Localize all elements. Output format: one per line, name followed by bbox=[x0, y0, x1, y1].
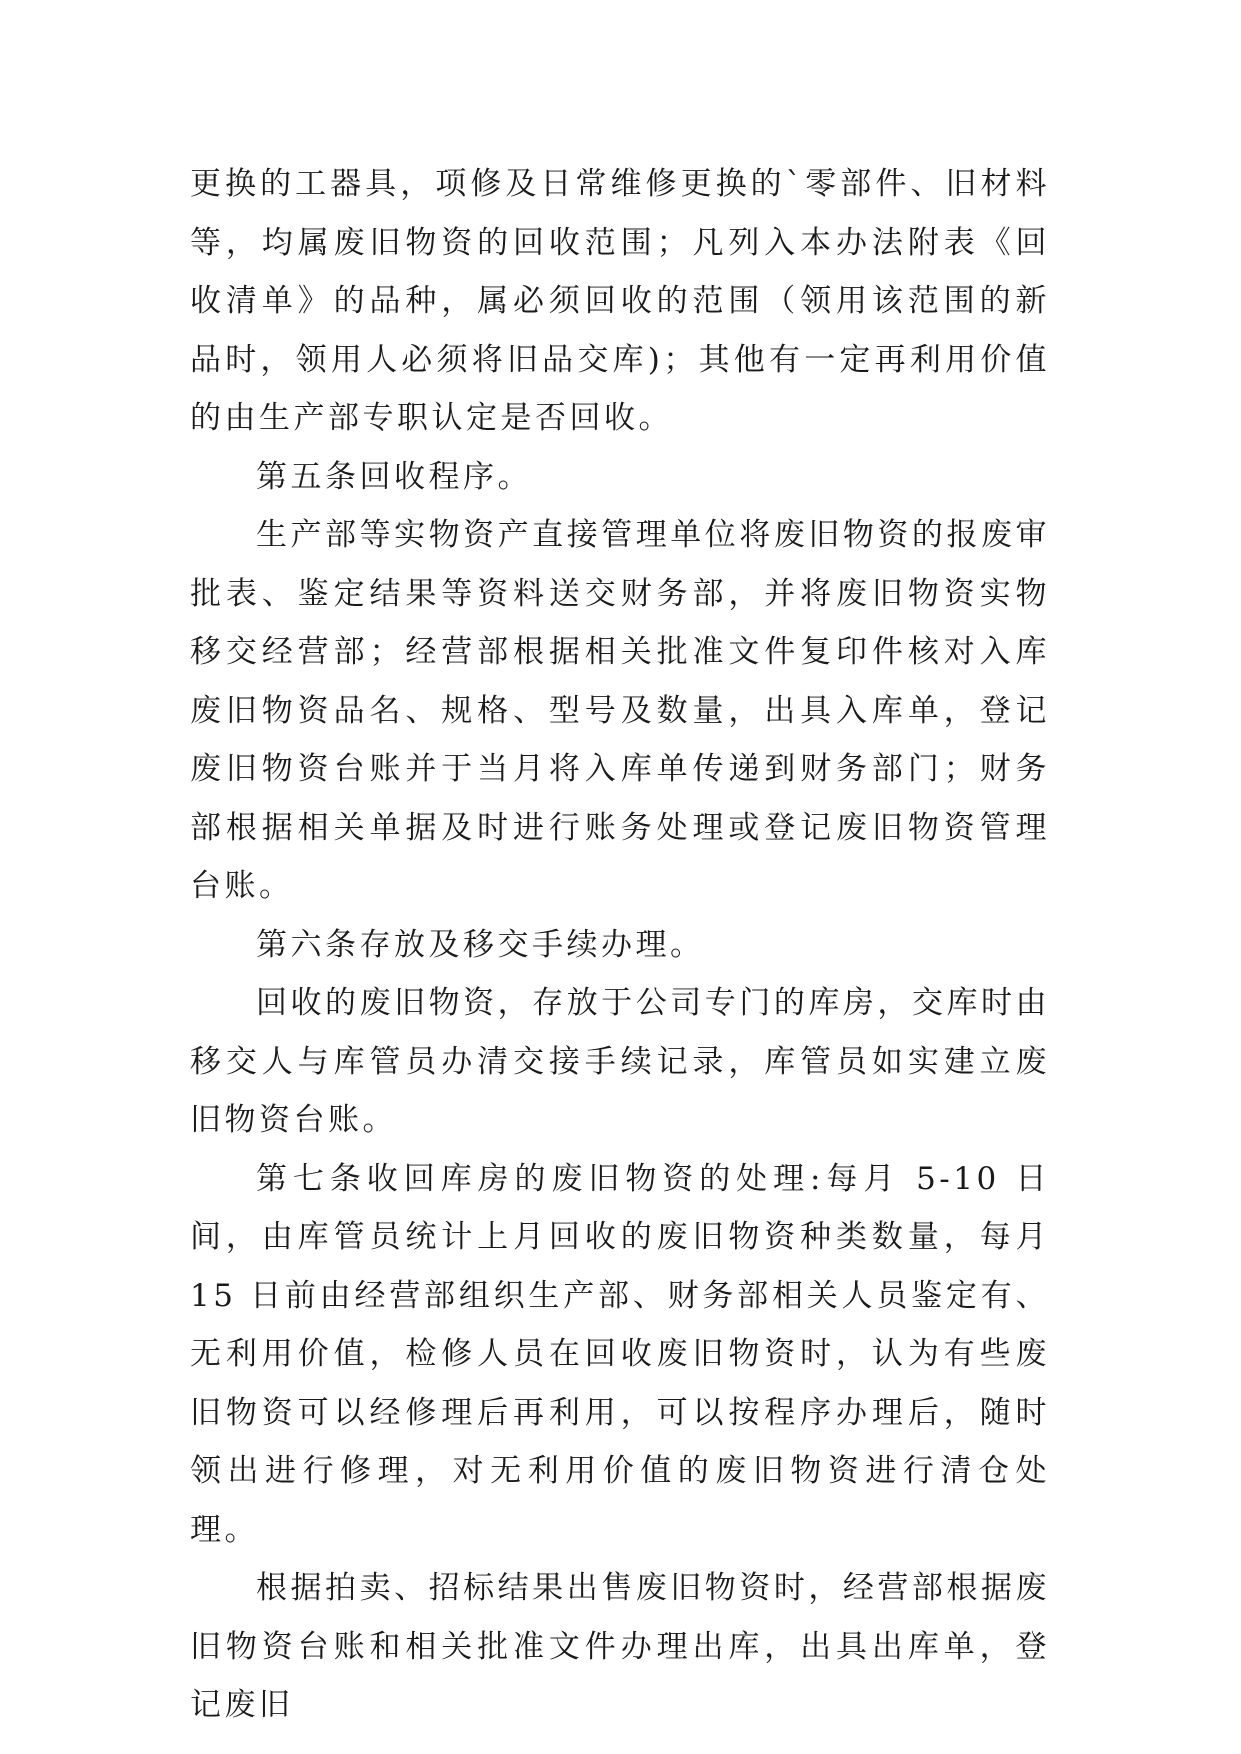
paragraph-auction-sale: 根据拍卖、招标结果出售废旧物资时，经营部根据废旧物资台账和相关批准文件办理出库，出具出库单，登记废旧 bbox=[190, 1570, 1050, 1723]
article-5-heading: 第五条回收程序。 bbox=[256, 458, 532, 495]
document-body bbox=[190, 155, 1050, 1735]
article-6-heading: 第六条存放及移交手续办理。 bbox=[256, 926, 705, 963]
paragraph-recovery-procedure: 生产部等实物资产直接管理单位将废旧物资的报废审批表、鉴定结果等资料送交财务部，并将废旧物资实物移交经营部；经营部根据相关批准文件复印件核对入库废旧物资品名、规格、型号及数量，出具入库单，登记废旧物资台账并于当月将入库单传递到财务部门；财务部根据相关单据及时进行账务处理或登记废旧物资管理台账。 bbox=[190, 517, 1050, 904]
paragraph-recovery-scope: 更换的工器具，项修及日常维修更换的`零部件、旧材料等，均属废旧物资的回收范围；凡列入本办法附表《回收清单》的品种，属必须回收的范围（领用该范围的新品时，领用人必须将旧品交库)；其他有一定再利用价值的由生产部专职认定是否回收。 bbox=[190, 166, 1050, 436]
paragraph-storage-handover: 回收的废旧物资，存放于公司专门的库房，交库时由移交人与库管员办清交接手续记录，库管员如实建立废旧物资台账。 bbox=[190, 985, 1050, 1138]
paragraph-article-7-disposal: 第七条收回库房的废旧物资的处理:每月 5-10 日间，由库管员统计上月回收的废旧物资种类数量，每月 15 日前由经营部组织生产部、财务部相关人员鉴定有、无利用价值，检修人员在回收废旧物资时，认为有些废旧物资可以经修理后再利用，可以按程序办理后，随时领出进行修理，对无利用价值的废旧物资进行清仓处理。 bbox=[190, 1160, 1050, 1548]
